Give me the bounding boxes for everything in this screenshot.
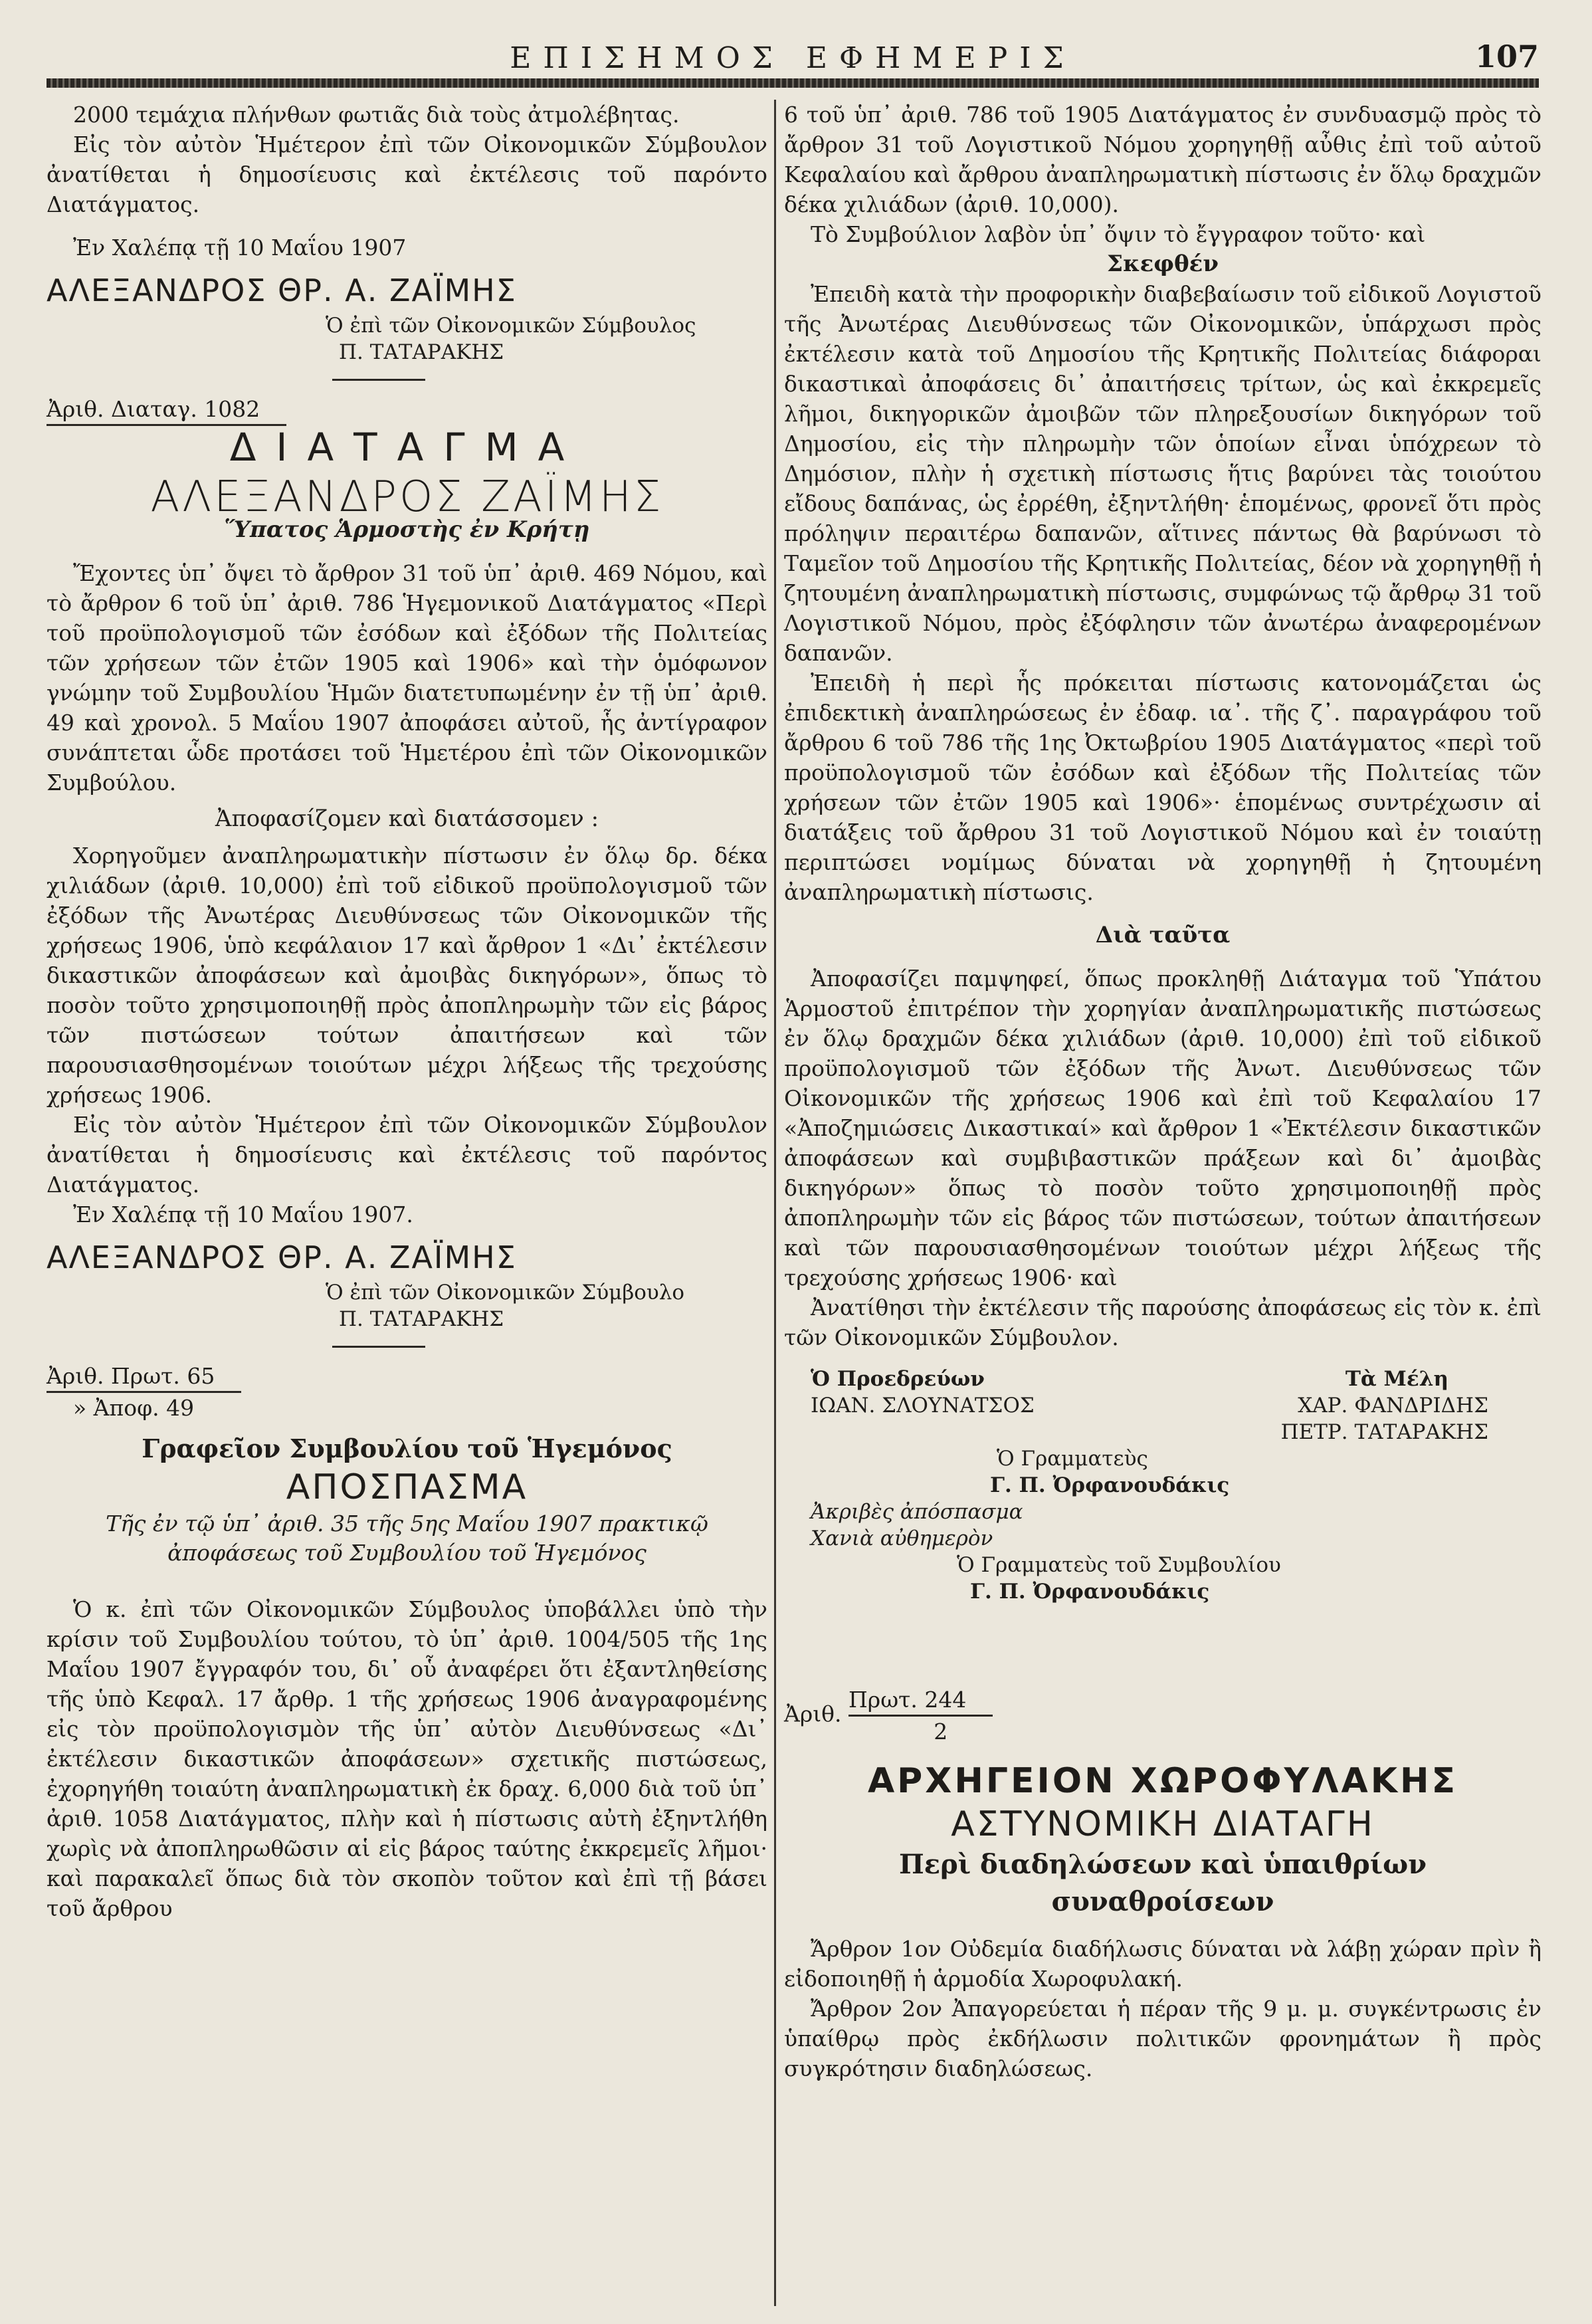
decision-reference: » Ἀποφ. 49	[73, 1395, 195, 1421]
counter-signer-name: Π. ΤΑΤΑΡΑΚΗΣ	[339, 1307, 504, 1331]
right-column	[784, 100, 1542, 2083]
paragraph: Εἰς τὸν αὐτὸν Ἡμέτερον ἐπὶ τῶν Οἰκονομικῶν Σύμβουλον ἀνατίθεται ἡ δημοσίευσις καὶ ἐκτέλεσις τοῦ παρόντο Διατάγματος.	[47, 132, 767, 217]
decree-issuer-name: ΑΛΕΞΑΝΔΡΟΣ ΖΑΪΜΗΣ	[150, 473, 664, 522]
signer-name: ΑΛΕΞΑΝΔΡΟΣ ΘΡ. Α. ΖΑΪΜΗΣ	[47, 1239, 517, 1275]
decree-title: ΔΙΑΤΑΓΜΑ	[229, 425, 585, 470]
paragraph: Ὁ κ. ἐπὶ τῶν Οἰκονομικῶν Σύμβουλος ὑποβάλλει ὑπὸ τὴν κρίσιν τοῦ Συμβουλίου τούτου, τὸ ὑπ᾽ ἀριθ. 1004/505 τῆς 1ης Μαΐου 1907 ἔγγραφόν του, δι᾽ οὗ ἀναφέρει ὅτι ἐξαντληθείσης τῆς ὑπὸ Κεφαλ. 17 ἄρθρ. 1 τῆς χρήσεως 1906 ἀναγραφομένης εἰς τὸν προϋπολογισμὸν τῆς ὑπ᾽ αὐτὸν Διευθύνσεως «Δι᾽ ἐκτέλεσιν δικαστικῶν ἀποφάσεων» σχετικῆς πιστώσεως, ἐχορηγήθη τοιαύτη ἀναπληρωματικὴ ἐκ δραχ. 6,000 διὰ τοῦ ὑπ᾽ ἀριθ. 1058 Διατάγματος, πλὴν καὶ ἡ πίστωσις αὐτὴ ἐξηντλήθη χωρὶς νὰ ἀποπληρωθῶσιν αἱ εἰς βάρος ταύτης ἐκκρεμεῖς λῆμοι· καὶ παρακαλεῖ ὅπως διὰ τὸν σκοπὸν τοῦτον καὶ ἐπὶ τῇ βάσει τοῦ ἄρθρου	[47, 1596, 767, 1921]
divider	[332, 1346, 425, 1348]
paragraph: Τὸ Συμβούλιον λαβὸν ὑπ᾽ ὄψιν τὸ ἔγγραφον τοῦτο· καὶ	[811, 221, 1426, 247]
paragraph: Ἀνατίθησι τὴν ἐκτέλεσιν τῆς παρούσης ἀποφάσεως εἰς τὸν κ. ἐπὶ τῶν Οἰκονομικῶν Σύμβουλον.	[784, 1295, 1542, 1350]
ref-text: Ἀριθ. Διαταγ. 1082	[47, 394, 286, 426]
president-name: ΙΩΑΝ. ΣΛΟΥΝΑΤΣΟΣ	[811, 1394, 1035, 1418]
paragraph: Ἐπειδὴ κατὰ τὴν προφορικὴν διαβεβαίωσιν τοῦ εἰδικοῦ Λογιστοῦ τῆς Ἀνωτέρας Διευθύνσεως τῶν Οἰκονομικῶν, ὑπάρχωσι πρὸς ἐκτέλεσιν κατὰ τοῦ Δημοσίου τῆς Κρητικῆς Πολιτείας διάφοραι δικαστικαὶ ἀποφάσεις δι᾽ ἀπαιτήσεις τρίτων, ὡς καὶ ἐκκρεμεῖς λῆμοι, δικηγορικῶν ἀμοιβῶν τῶν πληρεξουσίων δικηγόρων τοῦ Δημοσίου, εἰς τὴν πληρωμὴν τῶν ὁποίων εἶναι ὑπόχρεων τὸ Δημόσιον, πλὴν ἡ σχετικὴ πίστωσις ἥτις βαρύνει τὰς τοιούτου εἴδους δαπάνας, ὡς ἐρρέθη, ἐξηντλήθη· ἑπομένως, φρονεῖ ὅτι πρὸς πρόληψιν περαιτέρω δαπανῶν, αἵτινες πάντως θὰ βαρύνωσι τὸ Ταμεῖον τοῦ Δημοσίου τῆς Κρητικῆς Πολιτείας, δέον νὰ χορηγηθῇ ἡ ζητουμένη ἀναπληρωματικὴ πίστωσις, συμφώνως τῷ ἄρθρῳ 31 τοῦ Λογιστικοῦ Νόμου, πρὸς ἐξόφλησιν τῶν ἀνωτέρω ἀναφερομένων δαπανῶν.	[784, 281, 1542, 666]
place-note: Χανιὰ αὐθημερὸν	[811, 1527, 993, 1550]
council-secretary-label: Ὁ Γραμματεὺς τοῦ Συμβουλίου	[957, 1553, 1281, 1577]
counter-signer-role: Ὁ ἐπὶ τῶν Οἰκονομικῶν Σύμβουλος	[326, 314, 696, 338]
signature-names	[784, 1392, 1542, 1419]
decree-reference	[47, 394, 767, 426]
paragraph: Χορηγοῦμεν ἀναπληρωματικὴν πίστωσιν ἐν ὅλῳ δρ. δέκα χιλιάδων (ἀριθ. 10,000) ἐπὶ τοῦ εἰδικοῦ προϋπολογισμοῦ τῶν ἐξόδων τῆς Ἀνωτέρας Διευθύνσεως τῶν Οἰκονομικῶν τῆς χρήσεως 1906, ὑπὸ κεφάλαιον 17 καὶ ἄρθρον 1 «Δι᾽ ἐκτέλεσιν δικαστικῶν ἀποφάσεων καὶ ἀμοιβὰς δικηγόρων», ὅπως τὸ ποσὸν τοῦτο χρησιμοποιηθῇ πρὸς ἀποπληρωμὴν τῶν εἰς βάρος τῶν πιστώσεων τούτων ἀπαιτήσεων καὶ τῶν παρουσιασθησομένων τοιούτων μέχρι λήξεως τῆς τρεχούσης χρήσεως 1906.	[47, 843, 767, 1108]
police-order-subtitle: συναθροίσεων	[1051, 1886, 1274, 1917]
ref-label: Ἀριθ.	[784, 1701, 842, 1727]
secretary-name: Γ. Π. Ὀρφανουδάκις	[990, 1473, 1230, 1497]
paragraph: Ἐπειδὴ ἡ περὶ ἧς πρόκειται πίστωσις κατονομάζεται ὡς ἐπιδεκτικὴ ἀναπληρώσεως ἐν ἐδαφ. ια᾽. τῆς ζ᾽. παραγράφου τοῦ ἄρθρου 6 τοῦ 786 τῆς 1ης Ὀκτωβρίου 1905 Διατάγματος «περὶ τοῦ προϋπολογισμοῦ τῶν ἐσόδων καὶ ἐξόδων τῆς Πολιτείας τῶν χρήσεων τῶν ἐτῶν 1905 καὶ 1906»· ἑπομένως συντρέχωσιν αἱ διατάξεις τοῦ ἄρθρου 31 τοῦ Λογιστικοῦ Νόμου καὶ ἐν τοιαύτῃ περιπτώσει νομίμως δύναται νὰ χορηγηθῇ ἡ ζητουμένη ἀναπληρωματικὴ πίστωσις.	[784, 670, 1542, 905]
paragraph: Εἰς τὸν αὐτὸν Ἡμέτερον ἐπὶ τῶν Οἰκονομικῶν Σύμβουλον ἀνατίθεται ἡ δημοσίευσις καὶ ἐκτέλεσις τοῦ παρόντος Διατάγματος.	[47, 1112, 767, 1198]
protocol-reference	[784, 1685, 1542, 1746]
members-label: Τὰ Μέλη	[1345, 1367, 1448, 1391]
member-name: ΠΕΤΡ. ΤΑΤΑΡΑΚΗΣ	[1280, 1420, 1488, 1444]
section-heading: Ἀποφασίζομεν καὶ διατάσσομεν :	[215, 805, 599, 832]
council-secretary-name: Γ. Π. Ὀρφανουδάκις	[970, 1580, 1210, 1604]
column-divider	[774, 100, 776, 2306]
protocol-reference	[47, 1361, 767, 1393]
section-heading: Διὰ ταῦτα	[1095, 922, 1231, 948]
article: Ἄρθρον 2ον Ἀπαγορεύεται ἡ πέραν τῆς 9 μ. μ. συγκέντρωσις ἐν ὑπαίθρῳ πρὸς ἐκδήλωσιν πολιτικῶν φρονημάτων ἢ πρὸς συγκρότησιν διαδηλώσεως.	[784, 1996, 1542, 2081]
section-heading: Σκεφθέν	[1107, 251, 1219, 277]
police-order-title: ΑΣΤΥΝΟΜΙΚΗ ΔΙΑΤΑΓΗ	[951, 1804, 1375, 1844]
extract-subtitle: Τῆς ἐν τῷ ὑπ᾽ ἀριθ. 35 τῆς 5ης Μαΐου 1907 πρακτικῷ ἀποφάσεως τοῦ Συμβουλίου τοῦ Ἡγεμόνος	[106, 1511, 708, 1566]
police-order-subtitle: Περὶ διαδηλώσεων καὶ ὑπαιθρίων	[899, 1849, 1427, 1880]
secretary-label: Ὁ Γραμματεὺς	[997, 1447, 1148, 1471]
ref-fraction	[848, 1685, 993, 1746]
signer-name: ΑΛΕΞΑΝΔΡΟΣ ΘΡ. Α. ΖΑΪΜΗΣ	[47, 272, 517, 308]
signature-labels	[784, 1366, 1542, 1392]
office-heading: Γραφεῖον Συμβουλίου τοῦ Ἡγεμόνος	[142, 1433, 672, 1463]
signature-names	[784, 1419, 1542, 1445]
paragraph: 6 τοῦ ὑπ᾽ ἀριθ. 786 τοῦ 1905 Διατάγματος ἐν συνδυασμῷ πρὸς τὸ ἄρθρον 31 τοῦ Λογιστικοῦ Νόμου χορηγηθῇ αὖθις ἐπὶ τοῦ αὐτοῦ Κεφαλαίου καὶ ἄρθρου ἀναπληρωματικὴ πίστωσις ἐν ὅλῳ δραχμῶν δέκα χιλιάδων (ἀριθ. 10,000).	[784, 102, 1542, 217]
gendarmerie-title: ΑΡΧΗΓΕΙΟΝ ΧΩΡΟΦΥΛΑΚΗΣ	[867, 1761, 1458, 1801]
ref-top: Πρωτ. 244	[848, 1685, 993, 1717]
paragraph: Ἀποφασίζει παμψηφεί, ὅπως προκληθῇ Διάταγμα τοῦ Ὑπάτου Ἁρμοστοῦ ἐπιτρέπον τὴν χορηγίαν ἀναπληρωματικῆς πιστώσεως ἐν ὅλῳ δραχμῶν δέκα χιλιάδων (ἀριθ. 10,000) ἐπὶ τοῦ εἰδικοῦ προϋπολογισμοῦ τῶν ἐξόδων τῆς Ἀνωτ. Διευθύνσεως τῶν Οἰκονομικῶν τῆς χρήσεως 1906 καὶ ἐπὶ τοῦ Κεφαλαίου 17 «Ἀποζημιώσεις Δικαστικαί» καὶ ἄρθρον 1 «Ἐκτέλεσιν δικαστικῶν ἀποφάσεων καὶ συμβιβαστικῶν πράξεων καὶ δι᾽ ἀμοιβὰς δικηγόρων» ὅπως τὸ ποσὸν τοῦτο χρησιμοποιηθῇ πρὸς ἀποπληρωμὴν τῶν εἰς βάρος τῶν πιστώσεων, τούτων ἀπαιτήσεων καὶ τῶν παρουσιασθησομένων τοιούτων μέχρι λήξεως τῆς τρεχούσης χρήσεως 1906· καὶ	[784, 966, 1542, 1291]
paragraph: Ἔχοντες ὑπ᾽ ὄψει τὸ ἄρθρον 31 τοῦ ὑπ᾽ ἀριθ. 469 Νόμου, καὶ τὸ ἄρθρον 6 τοῦ ὑπ᾽ ἀριθ. 786 Ἡγεμονικοῦ Διατάγματος «Περὶ τοῦ προϋπολογισμοῦ τῶν ἐσόδων καὶ ἐξόδων τῆς Πολιτείας τῶν χρήσεων τῶν ἐτῶν 1905 καὶ 1906» καὶ τὴν ὁμόφωνον γνώμην τοῦ Συμβουλίου Ἡμῶν διατετυπωμένην ἐν τῇ ὑπ᾽ ἀριθ. 49 καὶ χρονολ. 5 Μαΐου 1907 ἀποφάσει αὐτοῦ, ἧς ἀντίγραφον συνάπτεται ὧδε προτάσει τοῦ Ἡμετέρου ἐπὶ τῶν Οἰκονομικῶν Συμβούλου.	[47, 560, 767, 795]
paragraph: 2000 τεμάχια πλήνθων φωτιᾶς διὰ τοὺς ἀτμολέβητας.	[73, 102, 680, 128]
left-column	[47, 100, 767, 1923]
place-date: Ἐν Χαλέπᾳ τῇ 10 Μαΐου 1907	[73, 235, 407, 261]
ref-bottom: 2	[934, 1719, 948, 1744]
running-title: ΕΠΙΣΗΜΟΣ ΕΦΗΜΕΡΙΣ	[510, 41, 1076, 75]
member-name: ΧΑΡ. ΦΑΝΔΡΙΔΗΣ	[1298, 1394, 1488, 1418]
page-number: 107	[1474, 39, 1539, 74]
article: Ἄρθρον 1ον Οὐδεμία διαδήλωσις δύναται νὰ λάβῃ χώραν πρὶν ἢ εἰδοποιηθῇ ἡ ἁρμοδία Χωροφυλακή.	[784, 1936, 1542, 1992]
decree-issuer-office: Ὕπατος Ἁρμοστὴς ἐν Κρήτῃ	[224, 516, 590, 543]
page-header	[47, 27, 1539, 80]
ref-text: Ἀριθ. Πρωτ. 65	[47, 1361, 241, 1393]
president-label: Ὁ Προεδρεύων	[811, 1367, 985, 1391]
counter-signer-name: Π. ΤΑΤΑΡΑΚΗΣ	[339, 340, 504, 364]
counter-signer-role: Ὁ ἐπὶ τῶν Οἰκονομικῶν Σύμβουλο	[326, 1281, 685, 1305]
extract-title: ΑΠΟΣΠΑΣΜΑ	[286, 1467, 528, 1507]
exact-copy-note: Ἀκριβὲς ἀπόσπασμα	[811, 1500, 1023, 1524]
header-rule	[47, 78, 1539, 88]
place-date: Ἐν Χαλέπᾳ τῇ 10 Μαΐου 1907.	[73, 1202, 413, 1227]
divider	[332, 379, 425, 381]
